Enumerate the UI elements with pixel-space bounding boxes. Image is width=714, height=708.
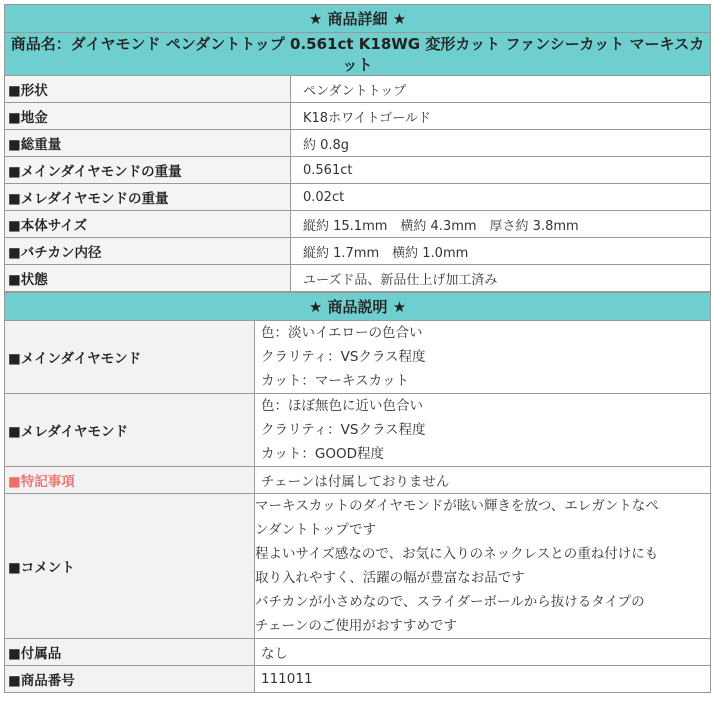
- detail-value: 0.561ct: [291, 157, 711, 184]
- detail-label: ■メレダイヤモンドの重量: [5, 184, 291, 211]
- comment-line: チェーンのご使用がおすすめです: [255, 618, 457, 634]
- desc-value: なし: [255, 639, 711, 666]
- comment-line: 程よいサイズ感なので、お気に入りのネックレスとの重ね付けにも: [255, 546, 659, 562]
- desc-row-special-notes: [5, 467, 711, 494]
- detail-row-shape: [5, 76, 711, 103]
- desc-label: ■メレダイヤモンド: [5, 394, 255, 467]
- detail-value: K18ホワイトゴールド: [291, 103, 711, 130]
- desc-line: カット：GOOD程度: [261, 446, 384, 462]
- description-header: ★ 商品説明 ★: [5, 293, 711, 321]
- detail-label: ■状態: [5, 265, 291, 292]
- description-table: [4, 292, 711, 693]
- detail-row-metal: [5, 103, 711, 130]
- desc-line: カット：マーキスカット: [261, 373, 409, 389]
- detail-value: 縦約 15.1mm 横約 4.3mm 厚さ約 3.8mm: [291, 211, 711, 238]
- detail-label: ■形状: [5, 76, 291, 103]
- detail-value: 縦約 1.7mm 横約 1.0mm: [291, 238, 711, 265]
- desc-row-comment: [5, 494, 711, 639]
- desc-value: チェーンは付属しておりません: [255, 467, 711, 494]
- desc-line: クラリティ：VSクラス程度: [261, 349, 426, 365]
- detail-row-body-size: [5, 211, 711, 238]
- desc-label: ■メインダイヤモンド: [5, 321, 255, 394]
- desc-value: 111011: [255, 666, 711, 693]
- details-header: ★ 商品詳細 ★: [5, 5, 711, 33]
- comment-line: バチカンが小さめなので、スライダーボールから抜けるタイプの: [255, 594, 645, 610]
- detail-row-bail-inner: [5, 238, 711, 265]
- detail-row-melee-diamond-weight: [5, 184, 711, 211]
- desc-row-melee-diamond: [5, 394, 711, 467]
- detail-row-condition: [5, 265, 711, 292]
- desc-label: ■商品番号: [5, 666, 255, 693]
- desc-label: ■付属品: [5, 639, 255, 666]
- comment-line: マーキスカットのダイヤモンドが眩い輝きを放つ、エレガントなペ: [255, 498, 659, 514]
- desc-line: 色：淡いイエローの色合い: [261, 325, 423, 341]
- product-name: 商品名：ダイヤモンド ペンダントトップ 0.561ct K18WG 変形カット ファンシーカット マーキスカット: [5, 33, 711, 76]
- detail-label: ■本体サイズ: [5, 211, 291, 238]
- comment-line: ンダントトップです: [255, 522, 377, 538]
- desc-line: 色：ほぼ無色に近い色合い: [261, 398, 423, 414]
- detail-label: ■メインダイヤモンドの重量: [5, 157, 291, 184]
- comment-line: 取り入れやすく、活躍の幅が豊富なお品です: [255, 570, 525, 586]
- desc-row-accessories: [5, 639, 711, 666]
- desc-value: [255, 321, 711, 394]
- desc-label: ■コメント: [5, 494, 255, 639]
- desc-row-main-diamond: [5, 321, 711, 394]
- desc-value: [255, 394, 711, 467]
- detail-label: ■バチカン内径: [5, 238, 291, 265]
- detail-row-total-weight: [5, 130, 711, 157]
- detail-label: ■地金: [5, 103, 291, 130]
- detail-value: 約 0.8g: [291, 130, 711, 157]
- detail-value: 0.02ct: [291, 184, 711, 211]
- desc-row-product-number: [5, 666, 711, 693]
- desc-line: クラリティ：VSクラス程度: [261, 422, 426, 438]
- detail-row-main-diamond-weight: [5, 157, 711, 184]
- detail-value: ペンダントトップ: [291, 76, 711, 103]
- desc-label-alert: ■特記事項: [5, 467, 255, 494]
- detail-label: ■総重量: [5, 130, 291, 157]
- details-table: [4, 4, 711, 292]
- comment-text: [255, 494, 711, 639]
- detail-value: ユーズド品、新品仕上げ加工済み: [291, 265, 711, 292]
